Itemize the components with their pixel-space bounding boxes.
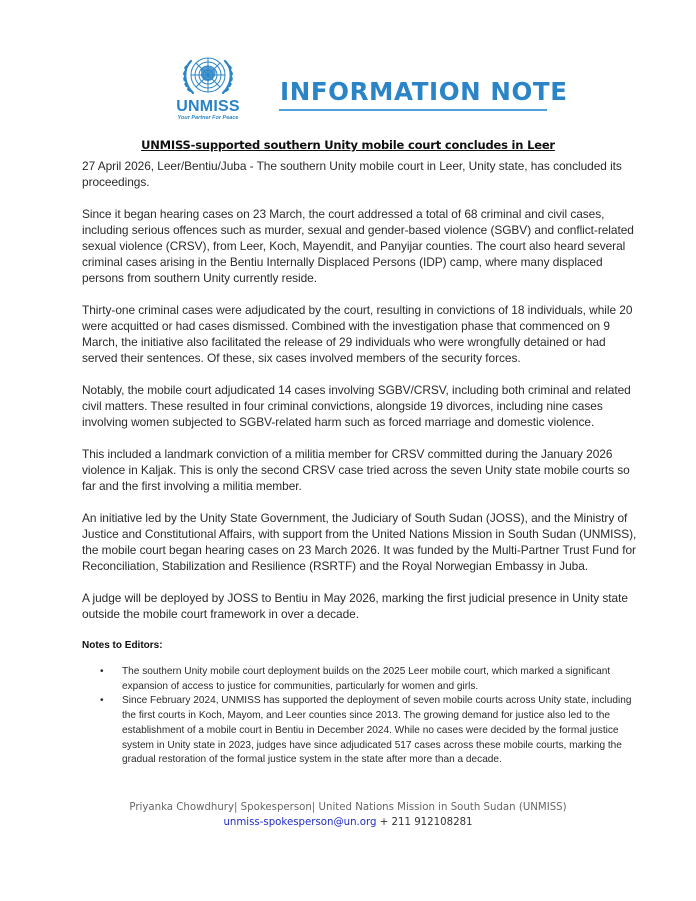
contact-footer [0, 800, 696, 830]
email-link[interactable]: unmiss-spokesperson@un.org [223, 817, 377, 828]
title-underline-divider [279, 109, 547, 111]
notes-list-item [100, 665, 642, 694]
phone-number: + 211 912108281 [376, 817, 473, 828]
bullet-icon: • [100, 666, 104, 677]
unmiss-logo [168, 53, 248, 127]
bullet-icon: • [100, 695, 104, 707]
notes-list [82, 665, 642, 768]
note-text: Since February 2024, UNMISS has supported the deployment of seven mobile courts across Unity state, including the first courts in Koch, Mayom, and Leer counties since 2013. The growing demand for justice also led to the establishment of a mobile court in Bentiu in December 2024. While no cases were decided by the formal justice system in Unity state in 2023, judges have since adjudicated 517 cases across these mobile courts, marking the gradual restoration of the formal justice system in the state after more than a decade. [122, 695, 632, 766]
notes-to-editors-heading: Notes to Editors: [82, 640, 163, 651]
paragraph: Since it began hearing cases on 23 March, the court addressed a total of 68 criminal and civil cases, including serious offences such as murder, sexual and gender-based violence (SGBV) and conflict-related sexual violence (CRSV), from Leer, Koch, Mayendit, and Panyijar counties. The court also heard several criminal cases arising in the Bentiu Internally Displaced Persons (IDP) camp, where many displaced persons from southern Unity currently reside. [82, 207, 634, 285]
headline: UNMISS-supported southern Unity mobile court concludes in Leer [141, 138, 555, 152]
spokesperson-line: Priyanka Chowdhury| Spokesperson| United Nations Mission in South Sudan (UNMISS) [129, 802, 567, 813]
note-text: The southern Unity mobile court deployment builds on the 2025 Leer mobile court, which marked a significant expansion of access to justice for communities, particularly for women and girls. [122, 666, 611, 692]
paragraph-dateline: 27 April 2026, Leer/Bentiu/Juba - The southern Unity mobile court in Leer, Unity state, has concluded its proceedings. [82, 159, 622, 189]
paragraph: This included a landmark conviction of a militia member for CRSV committed during the January 2026 violence in Kaljak. This is only the second CRSV case tried across the seven Unity state mobile courts so far and the first involving a militia member. [82, 447, 630, 493]
logo-tagline: Your Partner For Peace [177, 115, 239, 121]
un-emblem-icon [179, 53, 237, 99]
paragraph: Notably, the mobile court adjudicated 14 cases involving SGBV/CRSV, including both criminal and related civil matters. These resulted in four criminal convictions, alongside 19 divorces, including nine cases involving women subjected to SGBV-related harm such as forced marriage and domestic violence. [82, 383, 631, 429]
document-body [82, 158, 642, 768]
paragraph: Thirty-one criminal cases were adjudicated by the court, resulting in convictions of 18 individuals, while 20 were acquitted or had cases dismissed. Combined with the investigation phase that commenced on 9 March, the initiative also facilitated the release of 29 individuals who were wrongfully detained or had served their sentences. Of these, six cases involved members of the security forces. [82, 303, 633, 365]
notes-list-item [100, 694, 642, 768]
document-type-title: INFORMATION NOTE [280, 77, 568, 106]
contact-details [0, 815, 696, 830]
logo-name: UNMISS [176, 98, 240, 115]
paragraph: A judge will be deployed by JOSS to Bentiu in May 2026, marking the first judicial presence in Unity state outside the mobile court framework in over a decade. [82, 591, 628, 621]
paragraph: An initiative led by the Unity State Government, the Judiciary of South Sudan (JOSS), and the Ministry of Justice and Constitutional Affairs, with support from the United Nations Mission in South Sudan (UNMISS), the mobile court began hearing cases on 23 March 2026. It was funded by the Multi-Partner Trust Fund for Reconciliation, Stabilization and Resilience (RSRTF) and the Royal Norwegian Embassy in Juba. [82, 511, 637, 573]
document-header [0, 50, 696, 130]
